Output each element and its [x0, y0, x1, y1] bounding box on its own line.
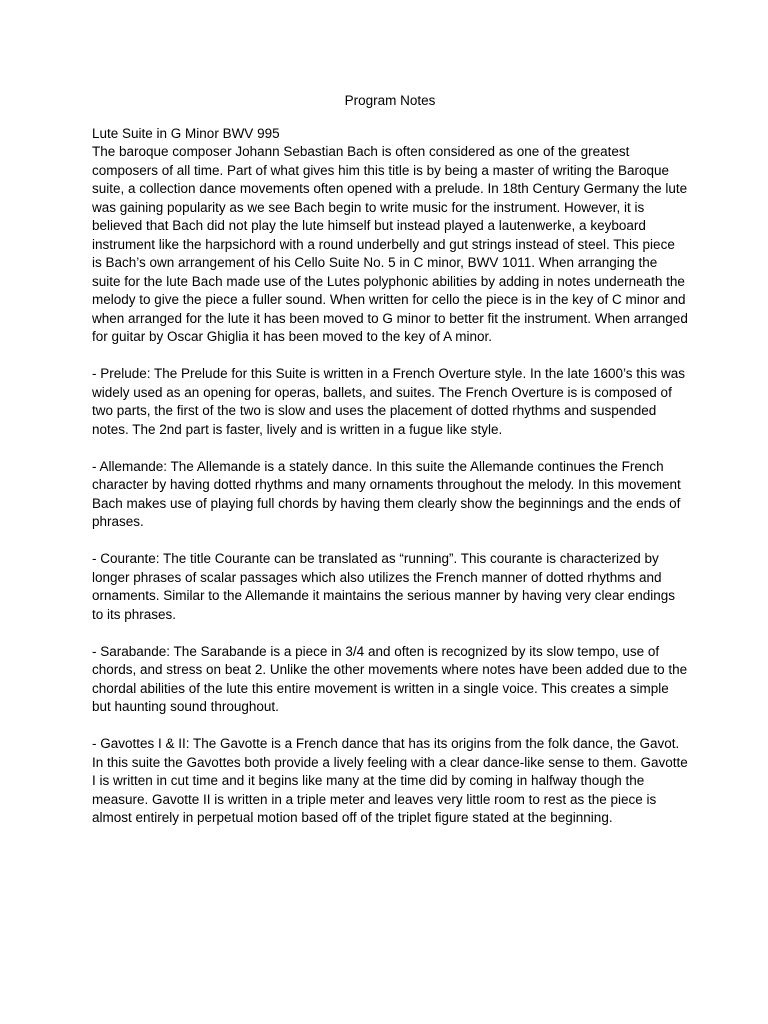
piece-title: Lute Suite in G Minor BWV 995	[92, 125, 280, 141]
allemande-paragraph: - Allemande: The Allemande is a stately dance. In this suite the Allemande continues the French character by having dotted rhythms and many ornaments throughout the melody. In this movement Bach makes use of playing full chords by having them clearly show the beginnings and the ends of phrases.	[92, 458, 681, 529]
courante-paragraph: - Courante: The title Courante can be translated as “running”. This courante is characterized by longer phrases of scalar passages which also utilizes the French manner of dotted rhythms and ornaments. Similar to the Allemande it maintains the serious manner by having very clear endings to its phrases.	[92, 551, 676, 622]
sarabande-paragraph: - Sarabande: The Sarabande is a piece in 3/4 and often is recognized by its slow tempo, use of chords, and stress on beat 2. Unlike the other movements where notes have been added due to the chordal abilities of the lute this entire movement is written in a single voice. This creates a simple but haunting sound throughout.	[92, 643, 688, 714]
prelude-paragraph: - Prelude: The Prelude for this Suite is written in a French Overture style. In the late 1600’s this was widely used as an opening for operas, ballets, and suites. The French Overture is is composed of two parts, the first of the two is slow and uses the placement of dotted rhythms and suspended notes. The 2nd part is faster, lively and is written in a fugue like style.	[92, 366, 686, 437]
gavottes-paragraph: - Gavottes I & II: The Gavotte is a French dance that has its origins from the folk dance, the Gavot. In this suite the Gavottes both provide a lively feeling with a clear dance-like sense to them. Gavotte I is written in cut time and it begins like many at the time did by coming in halfway though the measure. Gavotte II is written in a triple meter and leaves very little room to rest as the piece is almost entirely in perpetual motion based off of the triplet figure stated at the beginning.	[92, 736, 688, 825]
page-title: Program Notes	[344, 93, 436, 108]
intro-paragraph: The baroque composer Johann Sebastian Bach is often considered as one of the greatest composers of all time. Part of what gives him this title is by being a master of writing the Baroque suite, a collection dance movements often opened with a prelude. In 18th Century Germany the lute was gaining popularity as we see Bach begin to write music for the instrument. However, it is believed that Bach did not play the lute himself but instead played a lautenwerke, a keyboard instrument like the harpsichord with a round underbelly and gut strings instead of steel. This piece is Bach’s own arrangement of his Cello Suite No. 5 in C minor, BWV 1011. When arranging the suite for the lute Bach made use of the Lutes polyphonic abilities by adding in notes underneath the melody to give the piece a fuller sound. When written for cello the piece is in the key of C minor and when arranged for the lute it has been moved to G minor to better fit the instrument. When arranged for guitar by Oscar Ghiglia it has been moved to the key of A minor.	[92, 144, 688, 344]
